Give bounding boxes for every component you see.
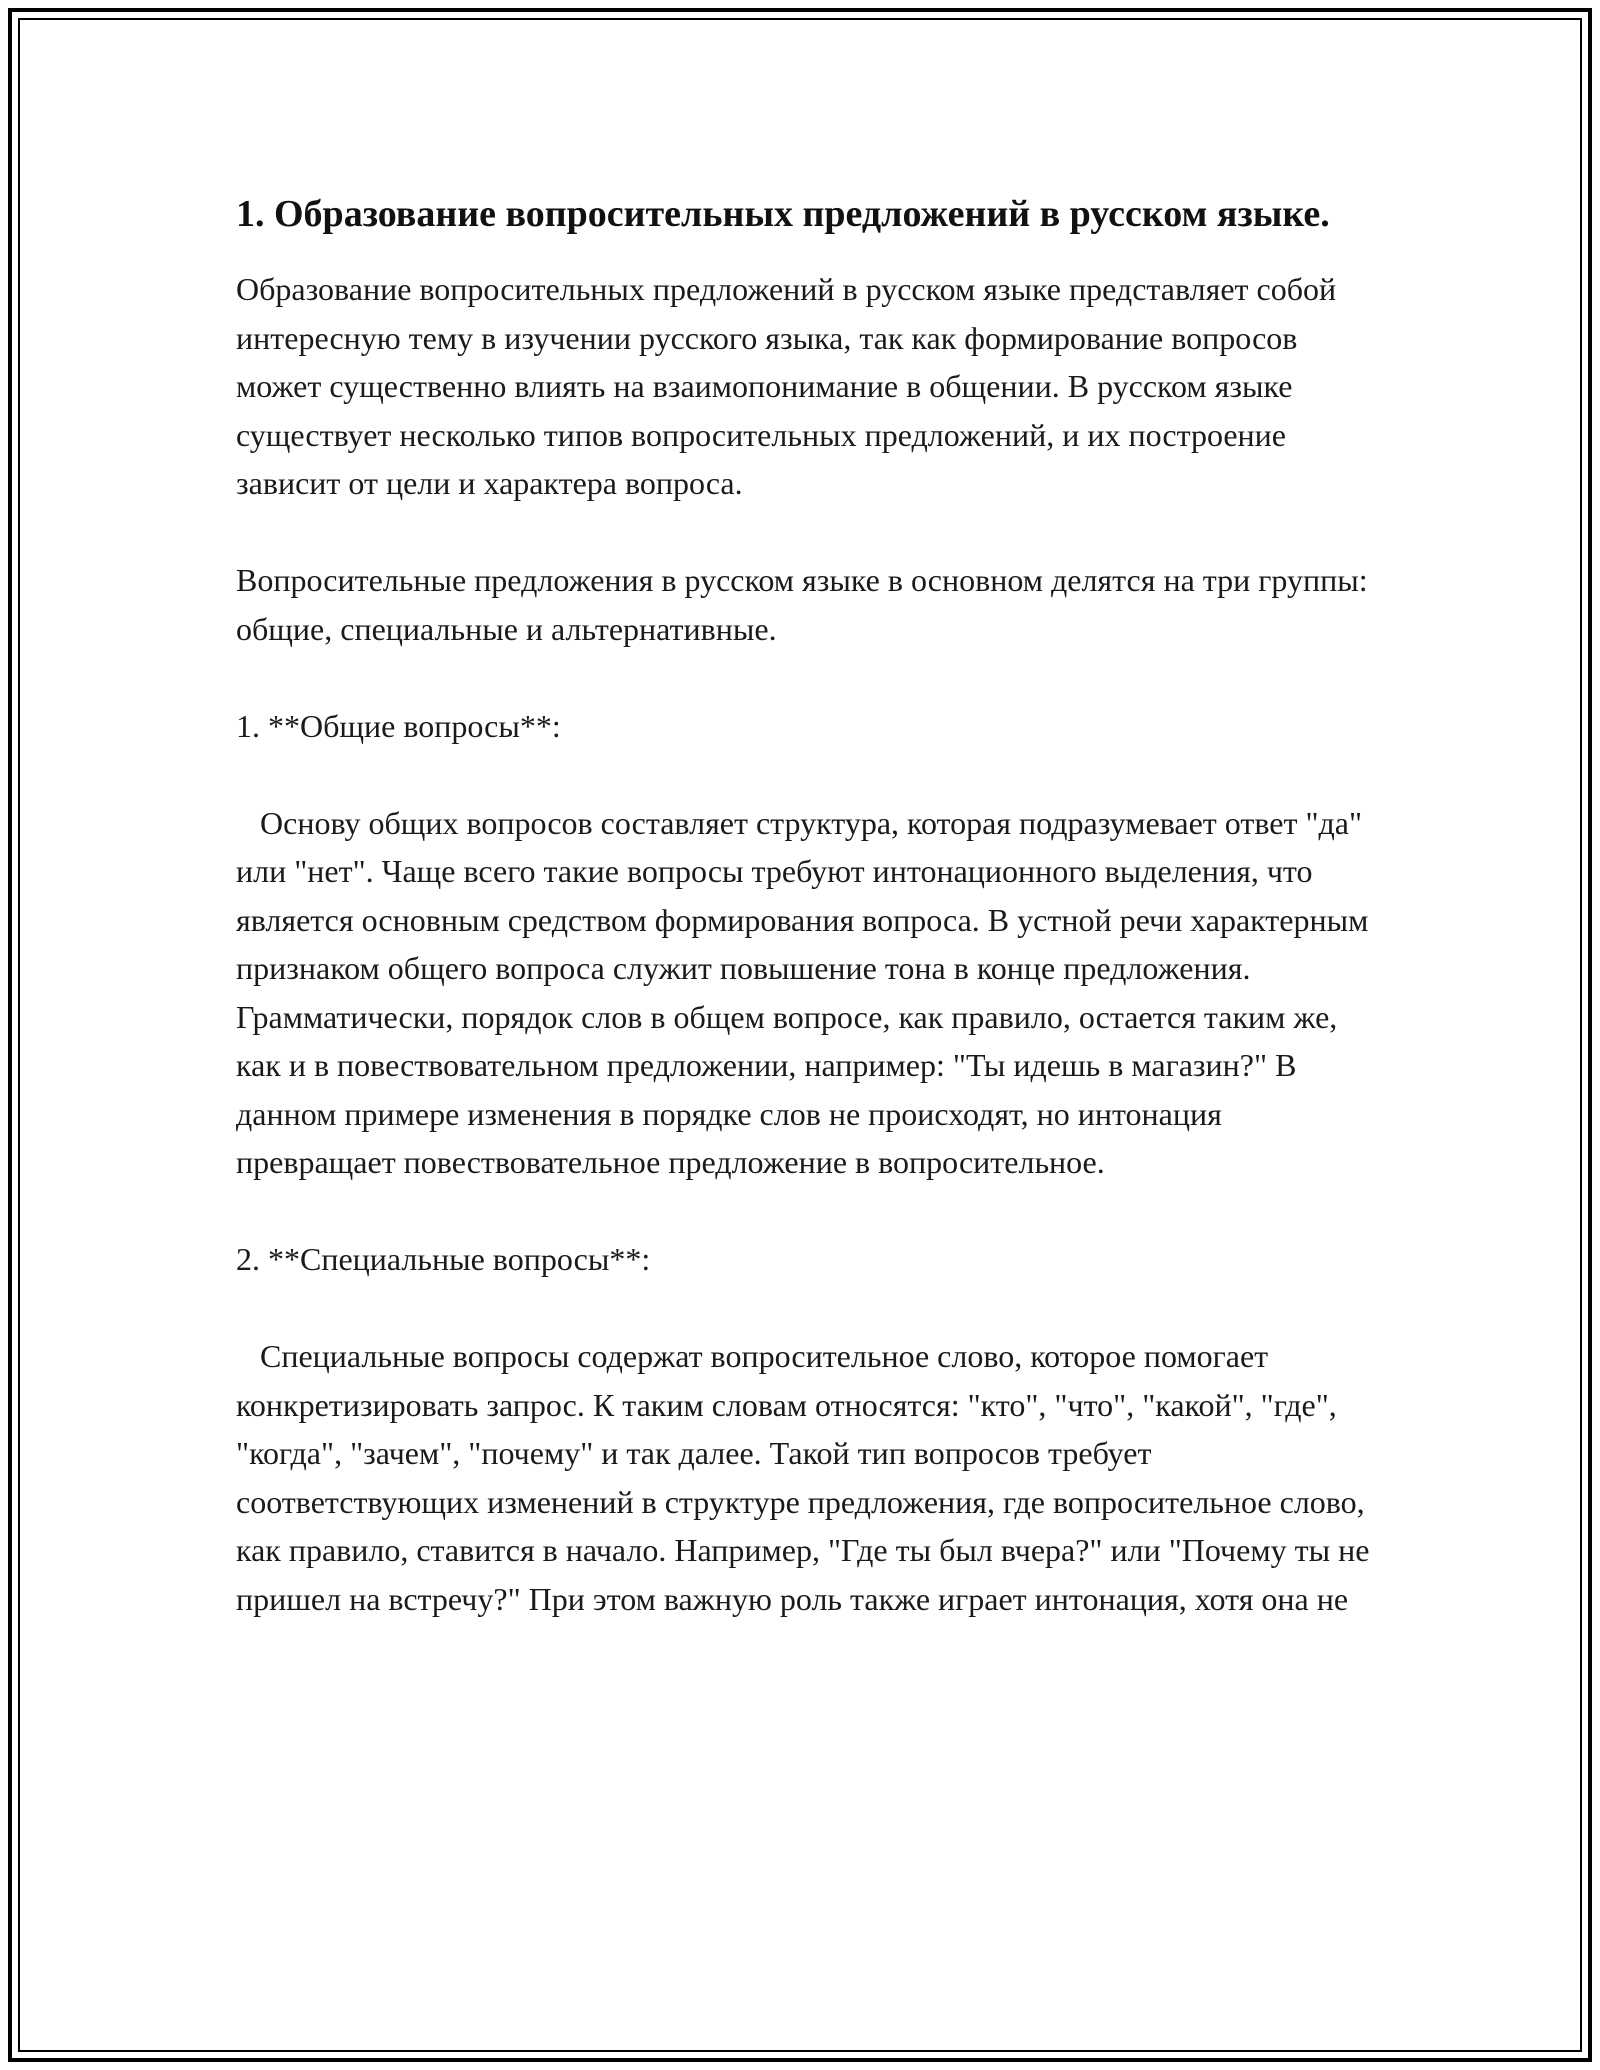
document-body (236, 186, 1376, 1623)
intro-paragraph: Образование вопросительных предложений в русском языке представляет собой интересную тему в изучении русского языка, так как формирование вопросов может существенно влиять на взаимопонимание в общении. В русском языке существует несколько типов вопросительных предложений, и их построение зависит от цели и характера вопроса. (236, 271, 1345, 501)
general-questions-paragraph: Основу общих вопросов составляет структура, которая подразумевает ответ "да" или "нет". Чаще всего такие вопросы требуют интонационного выделения, что является основным средством формирования вопроса. В устной речи характерным признаком общего вопроса служит повышение тона в конце предложения. Грамматически, порядок слов в общем вопросе, как правило, остается таким же, как и в повествовательном предложении, например: "Ты идешь в магазин?" В данном примере изменения в порядке слов не происходят, но интонация превращает повествовательное предложение в вопросительное. (236, 804, 1377, 1180)
general-questions-heading: 1. **Общие вопросы**: (236, 707, 561, 744)
question-groups-paragraph: Вопросительные предложения в русском языке в основном делятся на три группы: общие, специальные и альтернативные. (236, 562, 1376, 647)
document-heading: 1. Образование вопросительных предложений в русском языке. (236, 193, 1330, 235)
special-questions-paragraph: Специальные вопросы содержат вопросительное слово, которое помогает конкретизировать запрос. К таким словам относятся: "кто", "что", "какой", "где", "когда", "зачем", "почему" и так далее. Такой тип вопросов требует соответствующих изменений в структуре предложения, где вопросительное слово, как правило, ставится в начало. Например, "Где ты был вчера?" или "Почему ты не пришел на встречу?" При этом важную роль также играет интонация, хотя она не (236, 1338, 1378, 1617)
special-questions-heading: 2. **Специальные вопросы**: (236, 1241, 651, 1277)
